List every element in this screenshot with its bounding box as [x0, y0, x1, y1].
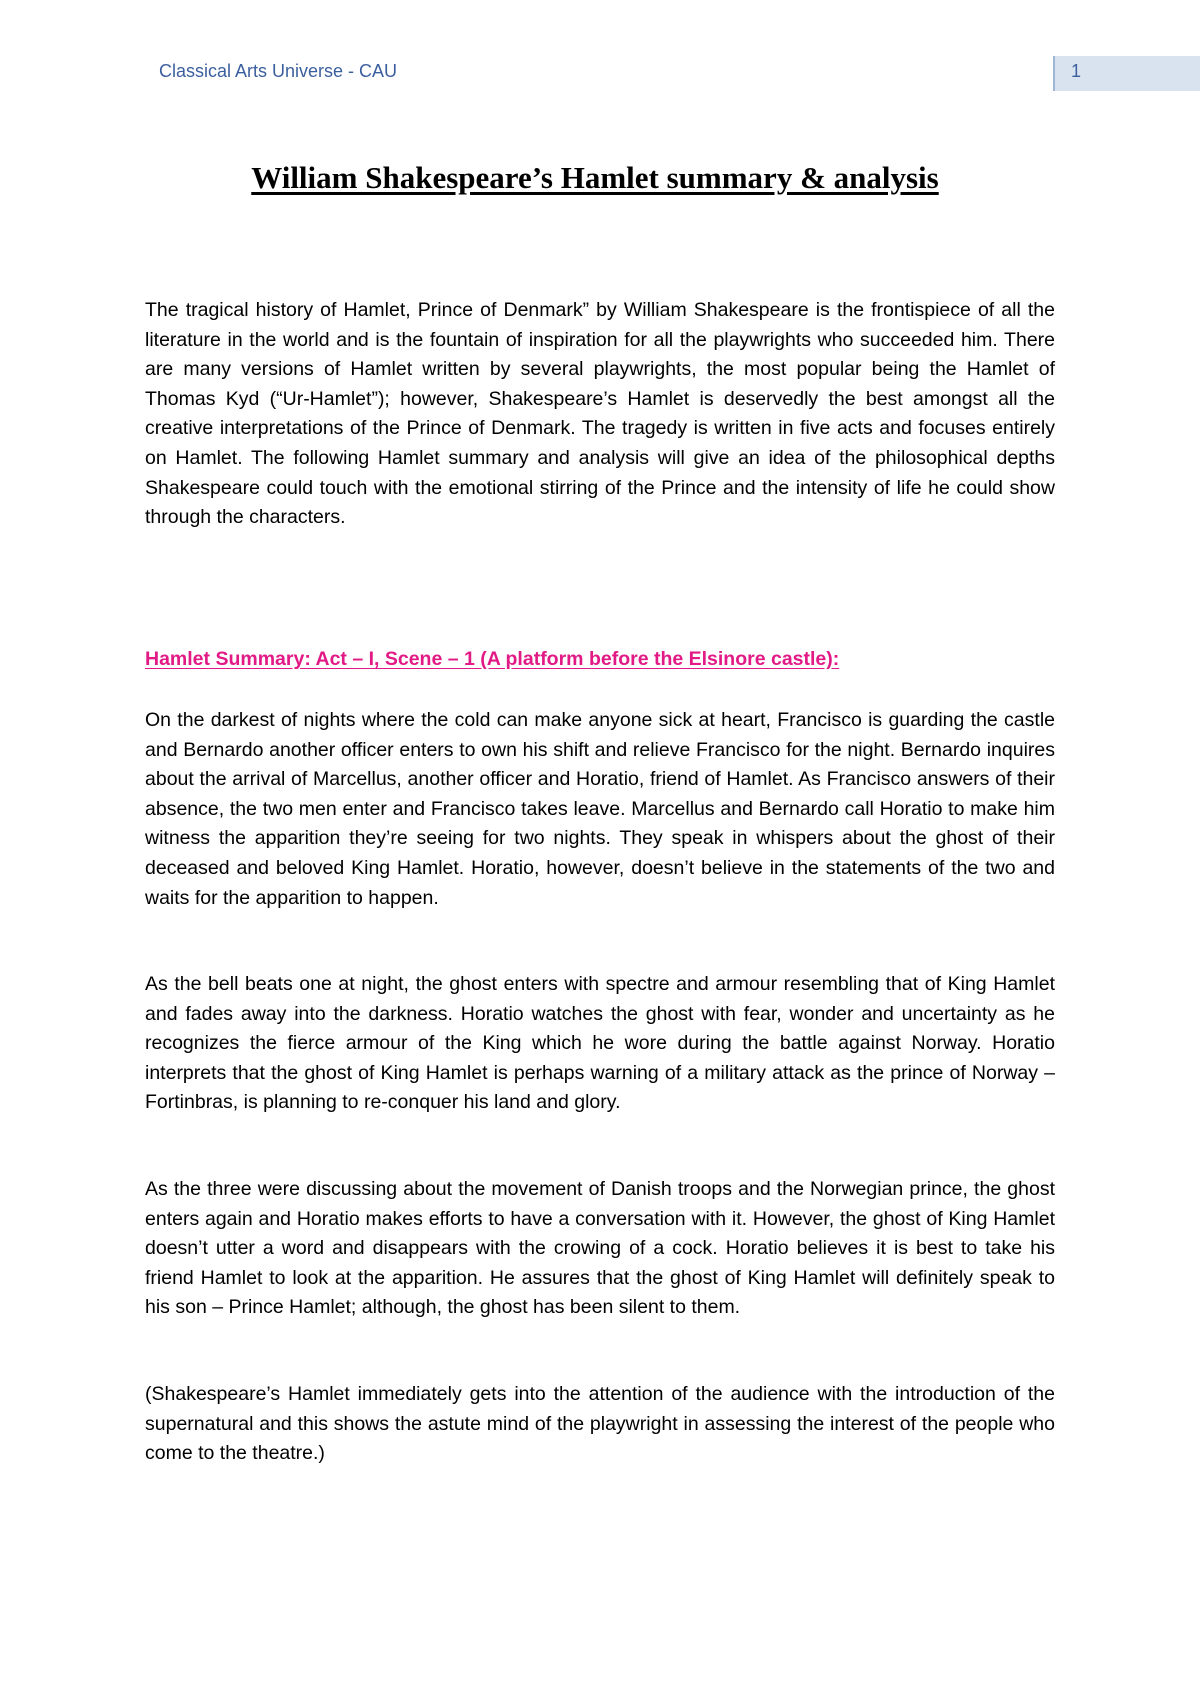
body-paragraph: On the darkest of nights where the cold can make anyone sick at heart, Francisco is guarding the castle and Bernardo another officer enters to own his shift and relieve Francisco for the night. Bernardo inquires about the arrival of Marcellus, another officer and Horatio, friend of Hamlet. As Francisco answers of their absence, the two men enter and Francisco takes leave. Marcellus and Bernardo call Horatio to make him witness the apparition they’re seeing for two nights. They speak in whispers about the ghost of their deceased and beloved King Hamlet. Horatio, however, doesn’t believe in the statements of the two and waits for the apparition to happen. — [145, 709, 1055, 909]
header-org-name: Classical Arts Universe - CAU — [159, 61, 398, 81]
document-title: William Shakespeare’s Hamlet summary & analysis — [251, 160, 939, 195]
body-paragraph: As the three were discussing about the movement of Danish troops and the Norwegian prince, the ghost enters again and Horatio makes efforts to have a conversation with it. However, the ghost of King Hamlet doesn’t utter a word and disappears with the crowing of a cock. Horatio believes it is best to take his friend Hamlet to look at the apparition. He assures that the ghost of King Hamlet will definitely speak to his son – Prince Hamlet; although, the ghost has been silent to them. — [145, 1178, 1055, 1319]
page-number-box — [1053, 56, 1200, 91]
body-paragraph: As the bell beats one at night, the ghost enters with spectre and armour resembling that of King Hamlet and fades away into the darkness. Horatio watches the ghost with fear, wonder and uncertainty as he recognizes the fierce armour of the King which he wore during the battle against Norway. Horatio interprets that the ghost of King Hamlet is perhaps warning of a military attack as the prince of Norway – Fortinbras, is planning to re-conquer his land and glory. — [145, 973, 1055, 1114]
intro-paragraph: The tragical history of Hamlet, Prince of Denmark” by William Shakespeare is the frontispiece of all the literature in the world and is the fountain of inspiration for all the playwrights who succeeded him. There are many versions of Hamlet written by several playwrights, the most popular being the Hamlet of Thomas Kyd (“Ur-Hamlet”); however, Shakespeare’s Hamlet is deservedly the best amongst all the creative interpretations of the Prince of Denmark. The tragedy is written in five acts and focuses entirely on Hamlet. The following Hamlet summary and analysis will give an idea of the philosophical depths Shakespeare could touch with the emotional stirring of the Prince and the intensity of life he could show through the characters. — [145, 299, 1055, 529]
section-heading: Hamlet Summary: Act – I, Scene – 1 (A platform before the Elsinore castle): — [145, 648, 840, 670]
body-paragraph: (Shakespeare’s Hamlet immediately gets into the attention of the audience with the introduction of the supernatural and this shows the astute mind of the playwright in assessing the interest of the people who come to the theatre.) — [145, 1383, 1055, 1465]
page-number: 1 — [1071, 61, 1082, 81]
